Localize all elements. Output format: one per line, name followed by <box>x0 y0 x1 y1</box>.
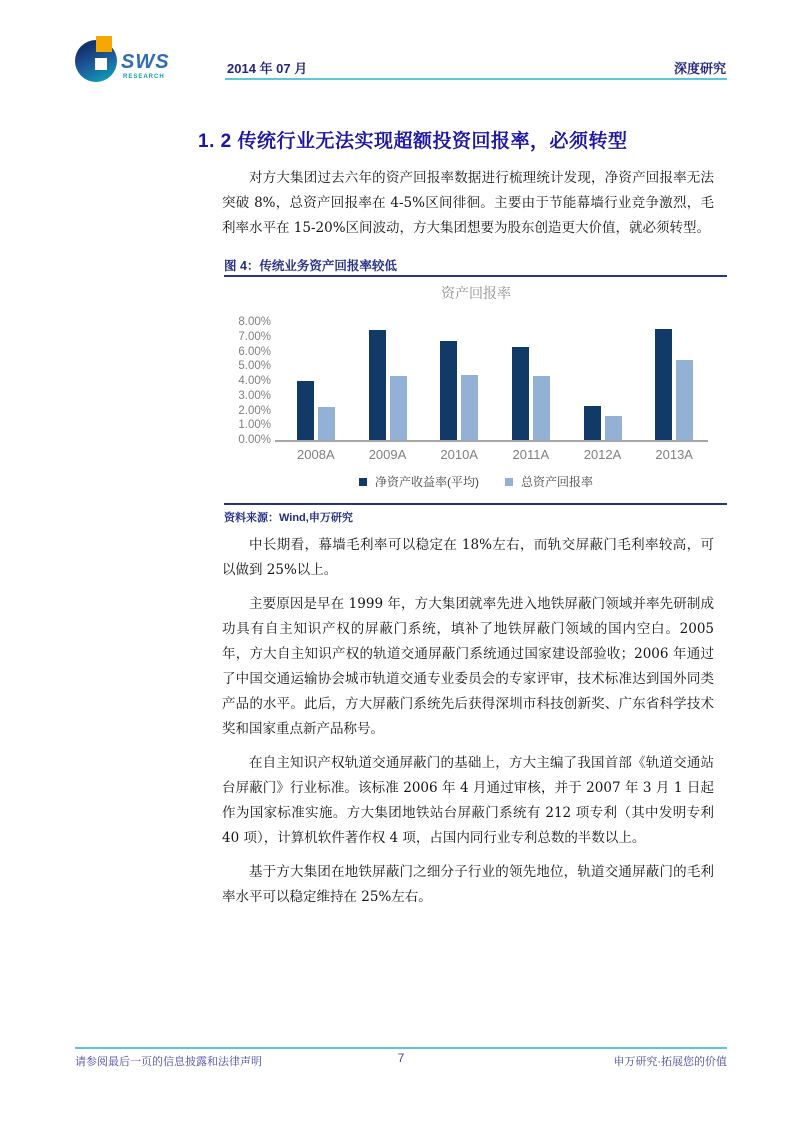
x-tick-label: 2010A <box>440 447 478 462</box>
bar <box>512 347 529 441</box>
figure-caption-rule <box>224 275 727 277</box>
report-date: 2014 年 07 月 <box>227 61 308 76</box>
y-tick-label: 6.00% <box>238 345 271 358</box>
x-tick-label: 2011A <box>512 447 550 462</box>
bar-group-2011A <box>495 323 567 441</box>
bar <box>533 376 550 441</box>
legend-marker-icon <box>505 478 513 486</box>
footer-divider <box>75 1047 727 1049</box>
x-tick-label: 2012A <box>583 447 622 462</box>
y-tick-label: 4.00% <box>238 375 271 387</box>
y-tick-label: 8.00% <box>238 316 271 328</box>
body-paragraph: 基于方大集团在地铁屏蔽门之细分子行业的领先地位，轨道交通屏蔽门的毛利率水平可以稳定维持在 25%左右。 <box>222 864 714 905</box>
header-divider <box>225 78 727 80</box>
body-paragraph: 中长期看，幕墙毛利率可以稳定在 18%左右，而轨交屏蔽门毛利率较高，可以做到 25%以上。 <box>222 537 714 578</box>
legend-label: 净资产收益率(平均) <box>374 475 479 489</box>
body-paragraph: 在自主知识产权轨道交通屏蔽门的基础上，方大主编了我国首部《轨道交通站台屏蔽门》行业标准。该标准 2006 年 4 月通过审核，并于 2007 年 3 月 1 日起作为国家标准实施。方大集团地铁站台屏蔽门系统有 212 项专利（其中发明专利 40 项），计算机软件著作权 4 项，占国内同行业专利总数的半数以上。 <box>222 755 714 846</box>
chart-title: 资产回报率 <box>441 285 511 301</box>
legend-label: 总资产回报率 <box>520 475 593 489</box>
section-title: 1. 2 传统行业无法实现超额投资回报率，必须转型 <box>198 131 628 152</box>
bar <box>584 406 601 441</box>
x-tick-label: 2013A <box>655 447 693 462</box>
bar-group-2013A <box>638 323 710 441</box>
x-tick-label: 2009A <box>368 447 407 462</box>
chart-legend <box>225 473 727 490</box>
page-number: 7 <box>397 1051 405 1065</box>
logo-brand-text: SWS <box>121 51 170 73</box>
legend-item <box>505 473 593 490</box>
chart-x-axis-line <box>275 440 708 442</box>
bar <box>676 360 693 441</box>
logo-orange-square <box>96 36 112 52</box>
bar <box>440 341 457 441</box>
bar <box>461 375 478 441</box>
body-text <box>222 533 714 919</box>
y-tick-label: 2.00% <box>238 404 271 417</box>
bar <box>369 330 386 441</box>
legend-marker-icon <box>359 478 367 486</box>
y-tick-label: 1.00% <box>238 419 271 432</box>
bar <box>390 376 407 441</box>
logo-white-notch <box>95 58 107 70</box>
y-tick-label: 5.00% <box>238 360 271 373</box>
figure-caption: 图 4：传统业务资产回报率较低 <box>224 259 397 273</box>
bar-group-2010A <box>423 323 495 441</box>
y-tick-label: 7.00% <box>238 330 271 343</box>
bar-group-2012A <box>567 323 639 441</box>
bar <box>655 329 672 441</box>
chart-y-axis <box>225 316 271 446</box>
bar <box>318 407 335 441</box>
y-tick-label: 0.00% <box>238 434 271 446</box>
figure-source: 资料来源：Wind,申万研究 <box>224 512 353 524</box>
figure-bottom-rule <box>224 503 727 505</box>
x-tick-label: 2008A <box>297 447 335 462</box>
footer-disclaimer: 请参阅最后一页的信息披露和法律声明 <box>75 1056 262 1068</box>
footer-slogan: 申万研究·拓展您的价值 <box>613 1056 727 1068</box>
sws-logo <box>75 36 195 88</box>
chart-plot-area <box>280 323 710 441</box>
intro-paragraph: 对方大集团过去六年的资产回报率数据进行梳理统计发现，净资产回报率无法突破 8%，总资产回报率在 4-5%区间徘徊。主要由于节能幕墙行业竞争激烈，毛利率水平在 15-20%区间波动，方大集团想要为股东创造更大价值，就必须转型。 <box>222 170 714 236</box>
report-type-label: 深度研究 <box>673 61 726 76</box>
bar-group-2008A <box>280 323 352 441</box>
bar-group-2009A <box>352 323 424 441</box>
body-paragraph: 主要原因是早在 1999 年，方大集团就率先进入地铁屏蔽门领域并率先研制成功具有自主知识产权的屏蔽门系统，填补了地铁屏蔽门领域的国内空白。2005 年，方大自主知识产权的轨道交通屏蔽门系统通过国家建设部验收；2006 年通过了中国交通运输协会城市轨道交通专业委员会的专家评审，技术标准达到国外同类产品的水平。此后，方大屏蔽门系统先后获得深圳市科技创新奖、广东省科学技术奖和国家重点新产品称号。 <box>222 596 714 737</box>
chart-x-axis <box>280 447 710 462</box>
bar <box>605 416 622 441</box>
logo-sub-text: RESEARCH <box>123 74 165 80</box>
y-tick-label: 3.00% <box>238 389 271 402</box>
bar <box>297 381 314 441</box>
legend-item <box>359 473 479 490</box>
